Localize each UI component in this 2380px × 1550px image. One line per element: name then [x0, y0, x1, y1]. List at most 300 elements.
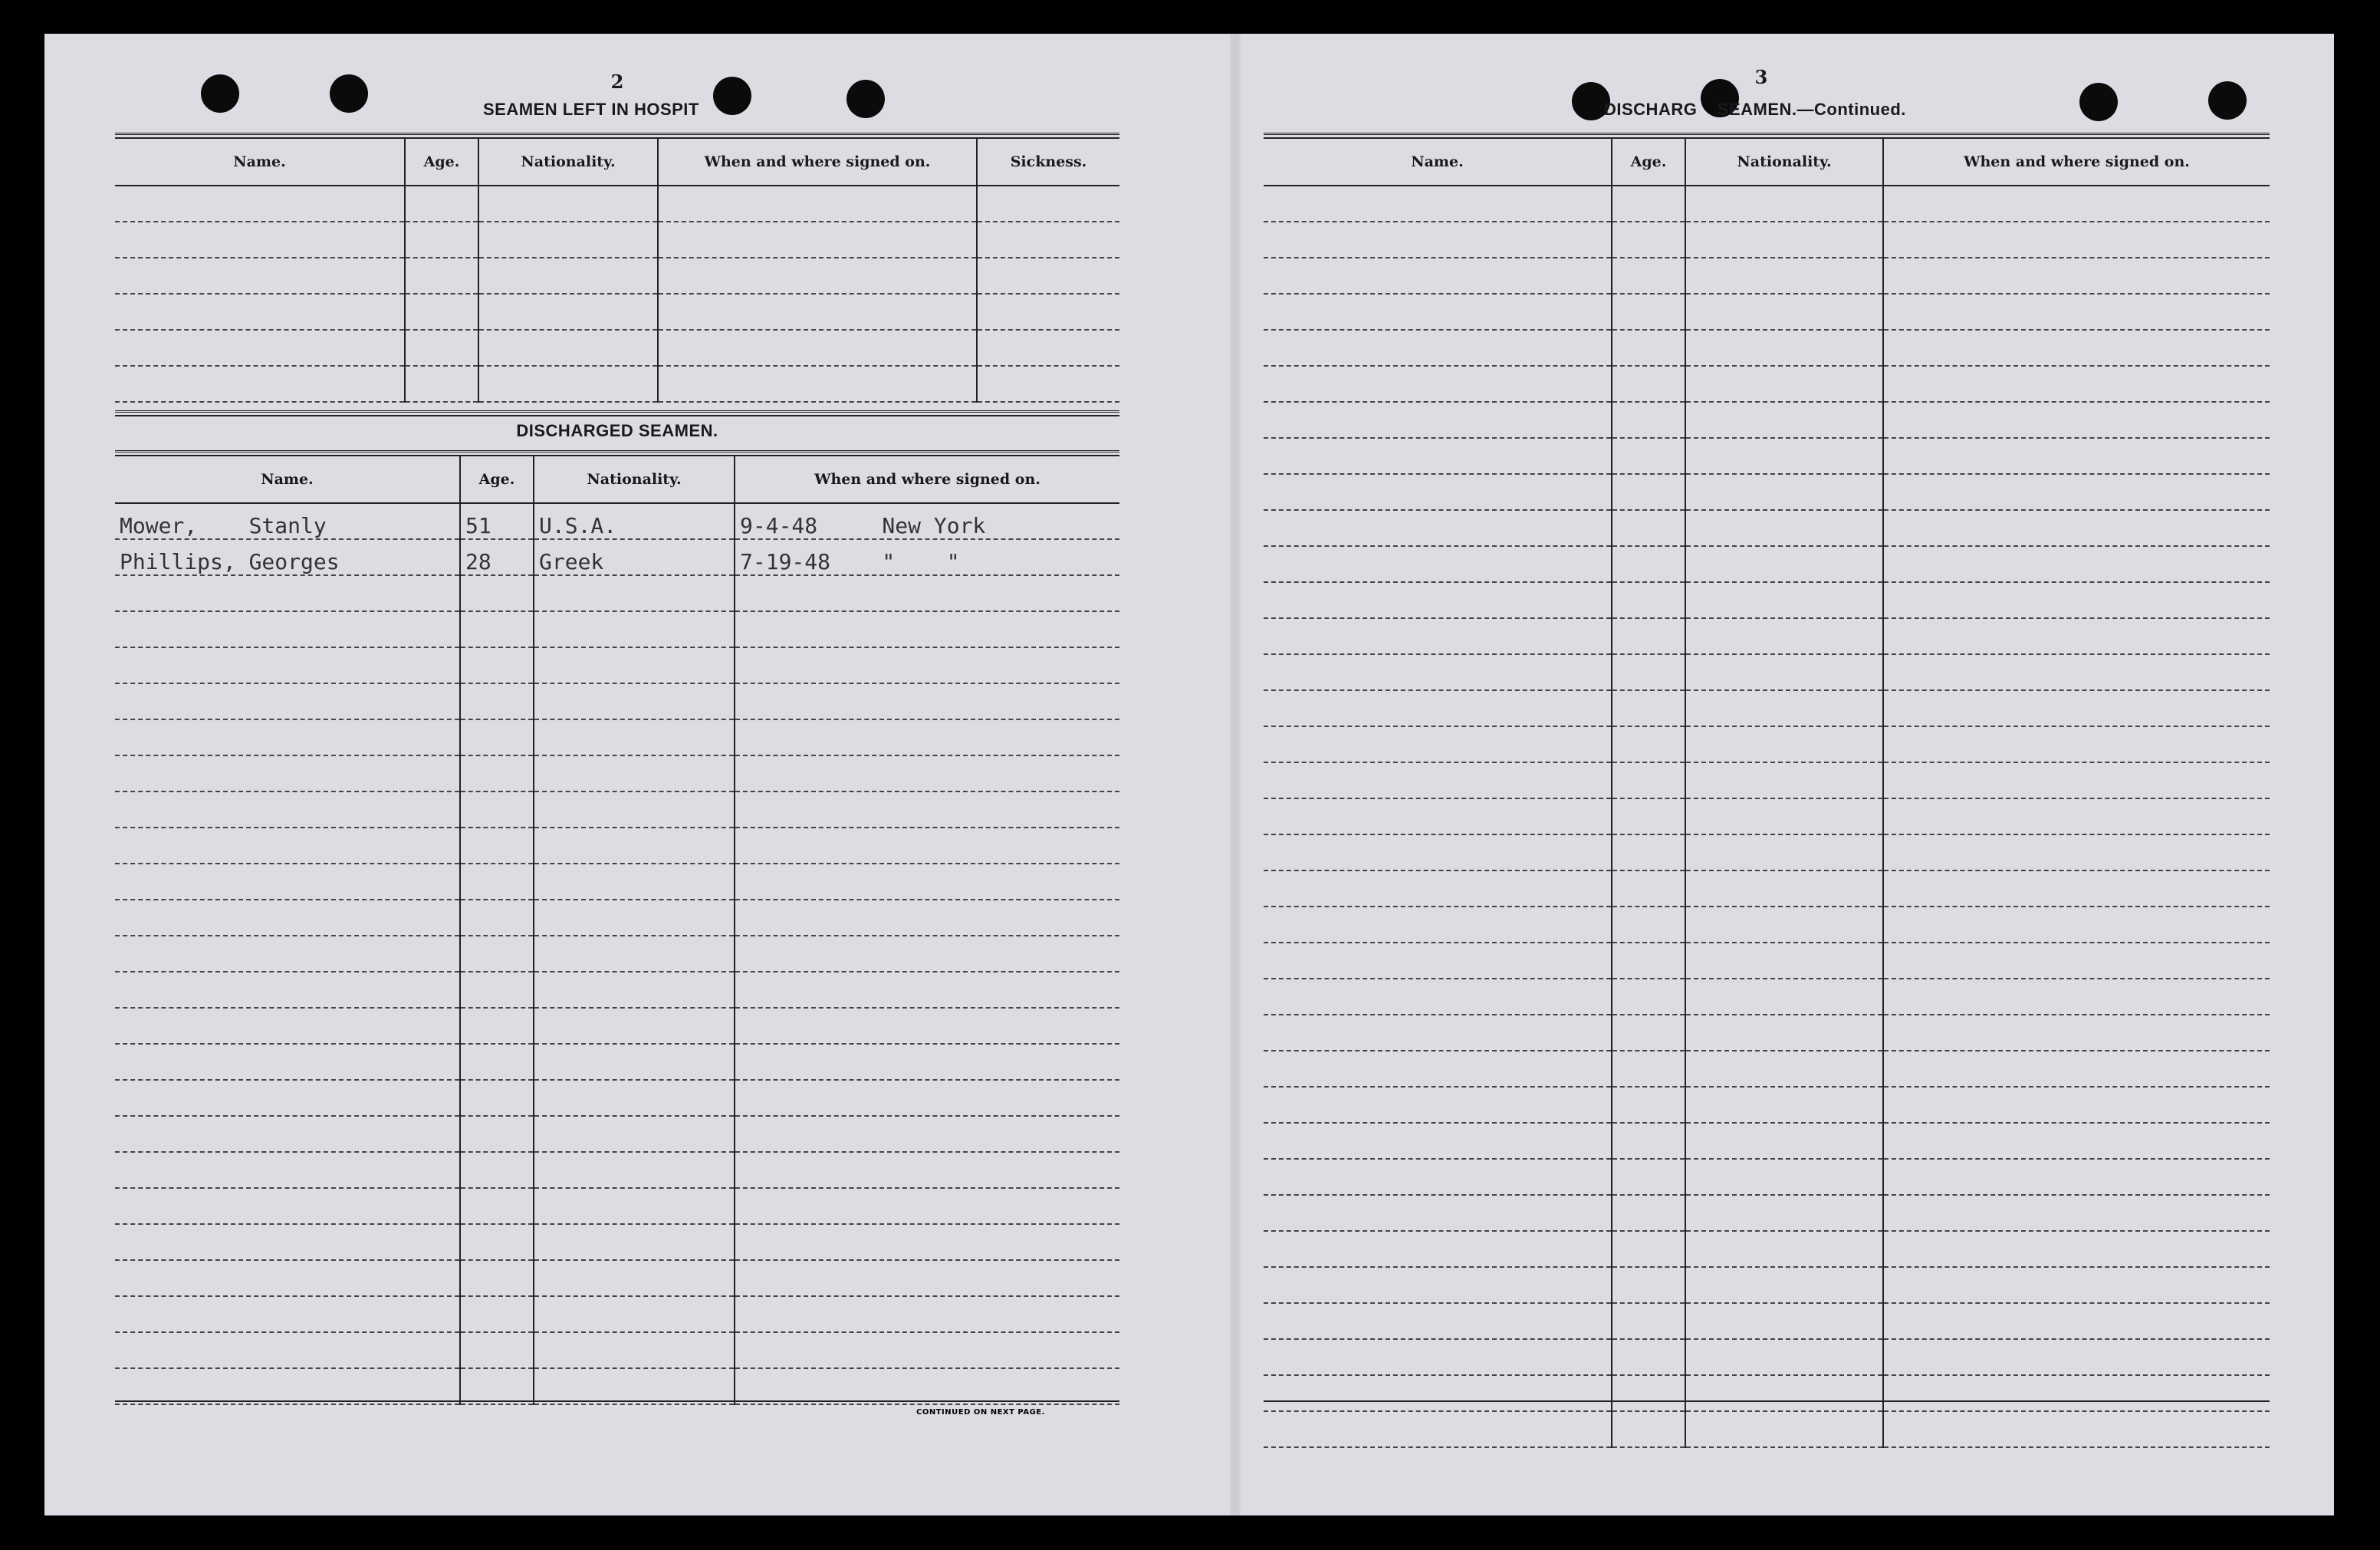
table-row — [115, 864, 1119, 900]
cell-signed_on — [1883, 690, 2270, 726]
cell-name — [115, 972, 460, 1008]
cell-signed_on — [735, 575, 1119, 611]
cell-age — [460, 719, 534, 755]
table-row — [115, 719, 1119, 755]
col-age-header: Age. — [1612, 139, 1685, 186]
table-row — [1264, 762, 2270, 798]
cell-nationality — [534, 1080, 735, 1116]
table-row — [115, 503, 1119, 539]
rule — [115, 133, 1119, 139]
cell-age — [460, 683, 534, 719]
cell-signed_on — [735, 1260, 1119, 1296]
discharged-table — [115, 456, 1119, 1405]
table-row — [115, 828, 1119, 864]
col-name-header: Name. — [1264, 139, 1612, 186]
cell-age — [1612, 1159, 1685, 1195]
cell-age — [1612, 546, 1685, 582]
cell-name — [115, 366, 405, 402]
cell-age — [1612, 366, 1685, 402]
cell-nationality — [534, 611, 735, 647]
cell-signed_on — [1883, 870, 2270, 907]
cell-nationality — [1685, 1159, 1883, 1195]
cell-nationality — [534, 1116, 735, 1152]
cell-name — [115, 611, 460, 647]
cell-nationality — [478, 222, 658, 258]
cell-name — [115, 1188, 460, 1224]
table-row — [115, 1152, 1119, 1188]
cell-name — [1264, 618, 1612, 654]
cell-name — [1264, 1015, 1612, 1051]
table-row — [115, 936, 1119, 972]
cell-name — [115, 900, 460, 936]
cell-sickness — [977, 330, 1119, 366]
cell-nationality — [1685, 546, 1883, 582]
cell-age — [460, 1116, 534, 1152]
cell-nationality: Greek — [534, 539, 735, 575]
cell-age — [460, 1332, 534, 1368]
cell-age — [1612, 474, 1685, 510]
cell-name — [115, 1332, 460, 1368]
cell-signed_on — [1883, 1087, 2270, 1123]
cell-age — [1612, 726, 1685, 762]
cell-name — [1264, 222, 1612, 258]
cell-age — [1612, 1231, 1685, 1267]
discharged-section-title: DISCHARGED SEAMEN. — [516, 421, 718, 440]
cell-nationality — [1685, 366, 1883, 402]
cell-age — [1612, 582, 1685, 618]
cell-nationality — [534, 936, 735, 972]
cell-signed_on — [658, 294, 977, 330]
cell-signed_on — [1883, 510, 2270, 546]
cell-nationality — [534, 791, 735, 828]
cell-nationality — [1685, 402, 1883, 438]
cell-age — [1612, 1123, 1685, 1159]
cell-signed_on — [1883, 1051, 2270, 1087]
cell-signed_on — [735, 972, 1119, 1008]
cell-nationality — [534, 972, 735, 1008]
table-row — [1264, 654, 2270, 690]
cell-signed_on — [1883, 654, 2270, 690]
continued-note: CONTINUED ON NEXT PAGE. — [916, 1408, 1045, 1417]
cell-name — [1264, 654, 1612, 690]
cell-signed_on — [735, 1188, 1119, 1224]
cell-nationality — [534, 1188, 735, 1224]
cell-nationality — [534, 1368, 735, 1404]
cell-age — [460, 936, 534, 972]
table-row — [1264, 1159, 2270, 1195]
cell-age — [1612, 1015, 1685, 1051]
cell-age — [1612, 294, 1685, 330]
cell-nationality — [478, 258, 658, 294]
table-row — [1264, 258, 2270, 294]
cell-name — [115, 186, 405, 222]
cell-age — [1612, 834, 1685, 870]
cell-name — [115, 258, 405, 294]
cell-nationality — [1685, 979, 1883, 1015]
cell-signed_on — [735, 1008, 1119, 1044]
cell-signed_on — [735, 936, 1119, 972]
table-row — [115, 1260, 1119, 1296]
cell-name — [1264, 1267, 1612, 1303]
cell-nationality — [1685, 1087, 1883, 1123]
cell-age — [460, 1296, 534, 1332]
table-row — [115, 1332, 1119, 1368]
cell-sickness — [977, 366, 1119, 402]
cell-name — [115, 1296, 460, 1332]
table-row — [1264, 582, 2270, 618]
cell-name — [115, 828, 460, 864]
cell-signed_on: 9-4-48 New York — [735, 503, 1119, 539]
cell-name — [1264, 1411, 1612, 1447]
cell-nationality — [478, 330, 658, 366]
right-section-title: DISCHARG SEAMEN.—Continued. — [1604, 100, 1906, 119]
cell-sickness — [977, 186, 1119, 222]
hospital-section-title: SEAMEN LEFT IN HOSPIT — [483, 100, 699, 119]
cell-name — [1264, 943, 1612, 979]
table-row — [1264, 1051, 2270, 1087]
cell-name — [1264, 366, 1612, 402]
cell-age — [405, 222, 478, 258]
cell-age — [460, 575, 534, 611]
cell-signed_on — [735, 1296, 1119, 1332]
cell-signed_on — [1883, 834, 2270, 870]
col-signed-on-header: When and where signed on. — [658, 139, 977, 186]
cell-signed_on — [1883, 582, 2270, 618]
cell-signed_on — [735, 683, 1119, 719]
punch-hole — [2208, 81, 2247, 120]
table-row — [115, 611, 1119, 647]
cell-name — [115, 575, 460, 611]
table-row — [1264, 222, 2270, 258]
page-fold — [1230, 34, 1241, 1515]
table-row — [1264, 690, 2270, 726]
cell-age — [405, 330, 478, 366]
cell-nationality — [1685, 1231, 1883, 1267]
table-row — [1264, 834, 2270, 870]
cell-nationality — [534, 1008, 735, 1044]
cell-age: 51 — [460, 503, 534, 539]
table-row — [115, 755, 1119, 791]
table-row — [1264, 546, 2270, 582]
rule — [115, 1400, 1119, 1402]
cell-signed_on — [658, 258, 977, 294]
cell-name — [1264, 798, 1612, 834]
cell-name — [1264, 510, 1612, 546]
cell-signed_on — [735, 864, 1119, 900]
cell-signed_on — [735, 1116, 1119, 1152]
cell-age — [1612, 618, 1685, 654]
cell-nationality — [534, 683, 735, 719]
cell-nationality — [534, 647, 735, 683]
table-row — [115, 647, 1119, 683]
cell-sickness — [977, 294, 1119, 330]
cell-signed_on — [735, 828, 1119, 864]
cell-name — [115, 755, 460, 791]
cell-nationality — [1685, 654, 1883, 690]
cell-nationality — [478, 366, 658, 402]
cell-name — [115, 330, 405, 366]
cell-nationality — [1685, 943, 1883, 979]
table-row — [1264, 366, 2270, 402]
cell-signed_on — [1883, 438, 2270, 474]
cell-name — [1264, 1087, 1612, 1123]
cell-nationality — [1685, 834, 1883, 870]
cell-name — [1264, 1375, 1612, 1411]
cell-name — [115, 719, 460, 755]
cell-age — [1612, 186, 1685, 222]
cell-age: 28 — [460, 539, 534, 575]
cell-name — [1264, 186, 1612, 222]
table-row — [115, 330, 1119, 366]
cell-nationality — [1685, 1339, 1883, 1375]
hospital-table — [115, 139, 1119, 403]
table-row — [1264, 943, 2270, 979]
table-row — [115, 1044, 1119, 1080]
table-row — [115, 1116, 1119, 1152]
cell-signed_on — [1883, 1339, 2270, 1375]
table-row — [115, 186, 1119, 222]
cell-age — [460, 1188, 534, 1224]
cell-age — [1612, 1411, 1685, 1447]
col-signed-on-header: When and where signed on. — [1883, 139, 2270, 186]
cell-signed_on — [735, 719, 1119, 755]
cell-age — [405, 294, 478, 330]
cell-nationality — [534, 1296, 735, 1332]
table-row — [115, 575, 1119, 611]
table-row — [1264, 979, 2270, 1015]
table-row — [1264, 330, 2270, 366]
rule — [115, 450, 1119, 456]
cell-age — [460, 1368, 534, 1404]
cell-nationality — [1685, 1375, 1883, 1411]
cell-age — [1612, 258, 1685, 294]
cell-age — [1612, 690, 1685, 726]
cell-nationality — [534, 1332, 735, 1368]
cell-signed_on — [1883, 222, 2270, 258]
cell-signed_on — [735, 1152, 1119, 1188]
cell-nationality — [534, 1260, 735, 1296]
cell-name — [115, 1008, 460, 1044]
table-row — [1264, 438, 2270, 474]
col-sickness-header: Sickness. — [977, 139, 1119, 186]
cell-signed_on — [1883, 546, 2270, 582]
cell-name — [115, 1116, 460, 1152]
cell-age — [460, 828, 534, 864]
cell-age — [460, 972, 534, 1008]
cell-nationality — [1685, 907, 1883, 943]
cell-signed_on — [1883, 474, 2270, 510]
cell-name — [115, 936, 460, 972]
cell-name — [115, 683, 460, 719]
table-row — [1264, 186, 2270, 222]
cell-nationality — [1685, 510, 1883, 546]
cell-name — [1264, 907, 1612, 943]
table-row — [1264, 1339, 2270, 1375]
cell-nationality — [1685, 438, 1883, 474]
cell-name — [1264, 474, 1612, 510]
cell-nationality — [1685, 1051, 1883, 1087]
rule — [1264, 133, 2270, 139]
table-row — [1264, 474, 2270, 510]
cell-age — [1612, 798, 1685, 834]
cell-age — [1612, 510, 1685, 546]
cell-age — [405, 186, 478, 222]
table-row — [115, 1224, 1119, 1260]
cell-signed_on — [1883, 402, 2270, 438]
cell-signed_on — [1883, 1123, 2270, 1159]
cell-signed_on — [658, 366, 977, 402]
cell-nationality — [1685, 1267, 1883, 1303]
cell-age — [460, 647, 534, 683]
right-page-number: 3 — [1754, 66, 1768, 88]
cell-signed_on — [1883, 1015, 2270, 1051]
cell-name — [115, 1368, 460, 1404]
cell-age — [1612, 222, 1685, 258]
cell-signed_on — [1883, 1303, 2270, 1339]
col-signed-on-header: When and where signed on. — [735, 456, 1119, 503]
cell-nationality: U.S.A. — [534, 503, 735, 539]
cell-name — [1264, 979, 1612, 1015]
cell-name — [1264, 870, 1612, 907]
cell-signed_on — [735, 1368, 1119, 1404]
cell-nationality — [534, 1224, 735, 1260]
cell-nationality — [1685, 1411, 1883, 1447]
cell-nationality — [1685, 258, 1883, 294]
cell-name — [115, 864, 460, 900]
table-row — [1264, 510, 2270, 546]
cell-nationality — [534, 1152, 735, 1188]
cell-name — [1264, 582, 1612, 618]
cell-name — [1264, 258, 1612, 294]
cell-name — [1264, 1231, 1612, 1267]
cell-name — [1264, 834, 1612, 870]
cell-signed_on — [1883, 1375, 2270, 1411]
cell-signed_on — [1883, 1231, 2270, 1267]
table-row — [1264, 870, 2270, 907]
cell-age — [1612, 979, 1685, 1015]
cell-nationality — [534, 828, 735, 864]
col-nationality-header: Nationality. — [1685, 139, 1883, 186]
cell-name — [115, 294, 405, 330]
cell-signed_on: 7-19-48 " " — [735, 539, 1119, 575]
cell-nationality — [1685, 870, 1883, 907]
cell-nationality — [534, 755, 735, 791]
cell-name — [1264, 690, 1612, 726]
cell-nationality — [1685, 618, 1883, 654]
cell-signed_on — [735, 611, 1119, 647]
table-row — [1264, 1375, 2270, 1411]
cell-age — [460, 864, 534, 900]
cell-nationality — [1685, 798, 1883, 834]
cell-signed_on — [735, 1224, 1119, 1260]
cell-nationality — [1685, 1015, 1883, 1051]
table-row — [1264, 907, 2270, 943]
cell-name — [115, 791, 460, 828]
cell-age — [460, 1260, 534, 1296]
cell-name — [115, 222, 405, 258]
punch-hole — [846, 80, 885, 118]
cell-age — [405, 366, 478, 402]
table-row — [115, 791, 1119, 828]
table-row — [1264, 618, 2270, 654]
cell-signed_on — [735, 1080, 1119, 1116]
cell-name — [1264, 438, 1612, 474]
cell-age — [1612, 870, 1685, 907]
cell-nationality — [1685, 1303, 1883, 1339]
cell-signed_on — [735, 755, 1119, 791]
cell-age — [460, 755, 534, 791]
cell-nationality — [534, 719, 735, 755]
cell-name — [115, 1224, 460, 1260]
cell-signed_on — [735, 791, 1119, 828]
punch-hole — [201, 74, 239, 113]
cell-name — [1264, 1159, 1612, 1195]
cell-signed_on — [1883, 186, 2270, 222]
cell-age — [1612, 654, 1685, 690]
cell-signed_on — [1883, 618, 2270, 654]
cell-age — [1612, 1267, 1685, 1303]
cell-age — [1612, 1195, 1685, 1231]
cell-nationality — [1685, 186, 1883, 222]
cell-nationality — [1685, 330, 1883, 366]
cell-signed_on — [735, 647, 1119, 683]
cell-nationality — [534, 864, 735, 900]
cell-nationality — [534, 900, 735, 936]
cell-nationality — [478, 294, 658, 330]
col-nationality-header: Nationality. — [478, 139, 658, 186]
cell-signed_on — [1883, 366, 2270, 402]
cell-age — [1612, 943, 1685, 979]
cell-name — [115, 1080, 460, 1116]
cell-nationality — [534, 1044, 735, 1080]
table-row — [115, 1368, 1119, 1404]
table-row — [115, 1008, 1119, 1044]
cell-name — [1264, 546, 1612, 582]
cell-name — [1264, 1195, 1612, 1231]
col-age-header: Age. — [460, 456, 534, 503]
table-row — [1264, 1123, 2270, 1159]
col-name-header: Name. — [115, 139, 405, 186]
cell-signed_on — [658, 186, 977, 222]
cell-age — [460, 1152, 534, 1188]
cell-name — [1264, 1303, 1612, 1339]
cell-name — [115, 1044, 460, 1080]
table-row — [1264, 1195, 2270, 1231]
cell-nationality — [1685, 726, 1883, 762]
cell-nationality — [1685, 762, 1883, 798]
cell-signed_on — [1883, 907, 2270, 943]
cell-signed_on — [1883, 943, 2270, 979]
cell-signed_on — [1883, 726, 2270, 762]
table-row — [1264, 798, 2270, 834]
punch-hole — [2079, 83, 2118, 121]
punch-hole — [330, 74, 368, 113]
cell-name — [1264, 762, 1612, 798]
cell-nationality — [1685, 1123, 1883, 1159]
cell-name — [1264, 402, 1612, 438]
cell-name — [115, 1152, 460, 1188]
cell-signed_on — [735, 1332, 1119, 1368]
cell-age — [1612, 762, 1685, 798]
cell-name: Phillips, Georges — [115, 539, 460, 575]
cell-signed_on — [1883, 1159, 2270, 1195]
cell-sickness — [977, 258, 1119, 294]
table-row — [1264, 1087, 2270, 1123]
cell-nationality — [1685, 1195, 1883, 1231]
cell-signed_on — [1883, 294, 2270, 330]
cell-signed_on — [735, 900, 1119, 936]
cell-age — [460, 1008, 534, 1044]
